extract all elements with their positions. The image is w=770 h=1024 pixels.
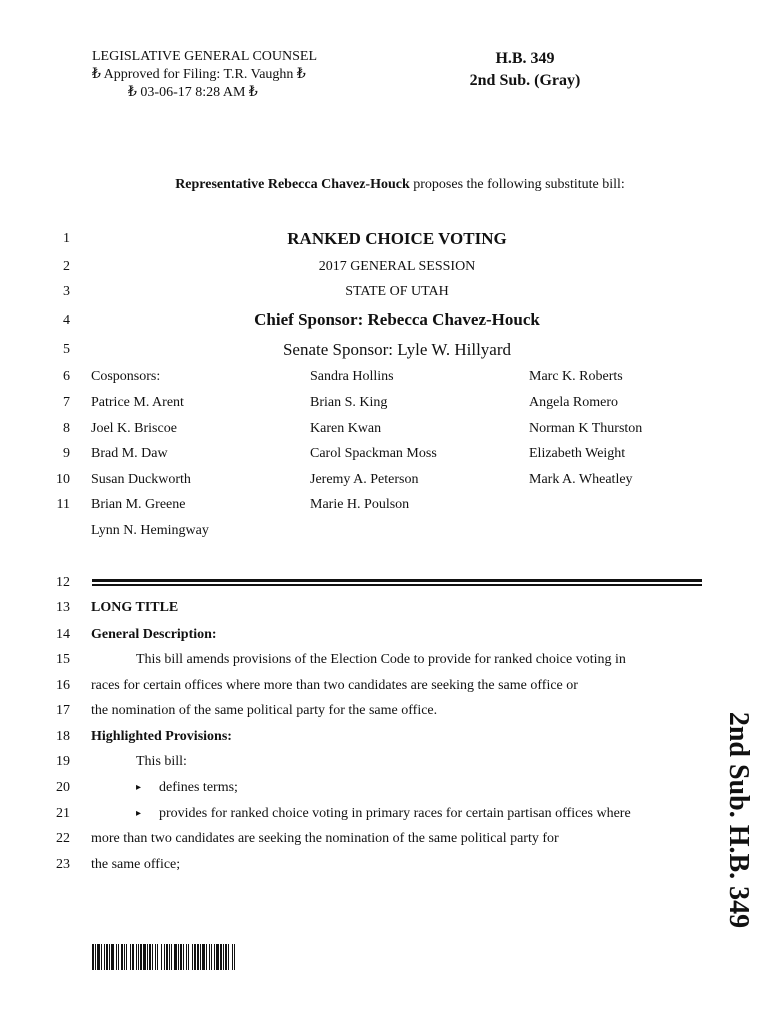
line-number: 10 [56, 472, 70, 487]
line-number: 15 [56, 652, 70, 667]
cosponsor-name: Marie H. Poulson [310, 497, 410, 512]
bill-title: RANKED CHOICE VOTING [287, 229, 507, 248]
cosponsor-name: Sandra Hollins [310, 369, 394, 384]
bill-number: H.B. 349 [495, 50, 555, 67]
cosponsor-name: Susan Duckworth [91, 472, 191, 487]
approval-line: ₺ Approved for Filing: T.R. Vaughn ₺ [92, 67, 306, 82]
line-number: 5 [63, 342, 70, 357]
senate-sponsor: Senate Sponsor: Lyle W. Hillyard [282, 340, 512, 359]
description-line: This bill amends provisions of the Election Code to provide for ranked choice voting in [136, 652, 626, 667]
line-number: 19 [56, 754, 70, 769]
approval-timestamp: ₺ 03-06-17 8:28 AM ₺ [128, 85, 258, 100]
cosponsor-name: Carol Spackman Moss [310, 446, 437, 461]
line-number: 1 [63, 231, 70, 246]
line-number: 8 [63, 421, 70, 436]
line-number: 14 [56, 627, 70, 642]
provision-item-continued: more than two candidates are seeking the nomination of the same political party for [91, 831, 559, 846]
line-number: 4 [63, 313, 70, 328]
description-line: races for certain offices where more than two candidates are seeking the same office or [91, 678, 578, 693]
double-rule-top [92, 579, 702, 582]
line-number: 17 [56, 703, 70, 718]
provision-item: defines terms; [159, 780, 238, 795]
bill-id [450, 48, 600, 92]
line-number: 22 [56, 831, 70, 846]
line-number: 23 [56, 857, 70, 872]
line-number: 21 [56, 806, 70, 821]
bullet-icon: ▸ [136, 782, 142, 793]
cosponsor-name: Norman K Thurston [529, 421, 643, 436]
side-bill-label: 2nd Sub. H.B. 349 [723, 711, 754, 929]
cosponsor-name: Brad M. Daw [91, 446, 168, 461]
bullet-icon: ▸ [136, 808, 142, 819]
session: 2017 GENERAL SESSION [318, 259, 476, 274]
chief-sponsor: Chief Sponsor: Rebecca Chavez-Houck [254, 310, 540, 329]
description-line: the nomination of the same political party for the same office. [91, 703, 438, 718]
line-number: 3 [63, 284, 70, 299]
line-number: 13 [56, 600, 70, 615]
line-number: 9 [63, 446, 70, 461]
cosponsor-name: Mark A. Wheatley [529, 472, 633, 487]
cosponsor-name: Karen Kwan [310, 421, 382, 436]
highlighted-provisions-heading: Highlighted Provisions: [91, 729, 232, 744]
bill-substitute: 2nd Sub. (Gray) [469, 72, 581, 89]
cosponsor-name: Marc K. Roberts [529, 369, 623, 384]
line-number: 20 [56, 780, 70, 795]
provision-item: provides for ranked choice voting in primary races for certain partisan offices where [159, 806, 631, 821]
general-description-heading: General Description: [91, 627, 217, 642]
line-number: 18 [56, 729, 70, 744]
long-title-heading: LONG TITLE [91, 600, 179, 615]
cosponsor-name: Brian M. Greene [91, 497, 186, 512]
state: STATE OF UTAH [345, 284, 449, 299]
counsel-label: LEGISLATIVE GENERAL COUNSEL [92, 49, 318, 64]
line-number: 12 [56, 575, 70, 590]
cosponsor-name: Jeremy A. Peterson [310, 472, 419, 487]
this-bill-label: This bill: [136, 754, 187, 769]
intro-rest: proposes the following substitute bill: [409, 177, 625, 192]
line-number: 16 [56, 678, 70, 693]
line-number: 7 [63, 395, 70, 410]
intro-line [0, 177, 770, 193]
intro-sponsor: Representative Rebecca Chavez-Houck [175, 177, 410, 192]
line-number: 2 [63, 259, 70, 274]
cosponsor-name: Joel K. Briscoe [91, 421, 177, 436]
barcode-icon [92, 944, 285, 970]
cosponsor-name: Brian S. King [310, 395, 388, 410]
cosponsors-label: Cosponsors: [91, 369, 161, 384]
line-number: 11 [56, 497, 70, 512]
cosponsor-name: Angela Romero [529, 395, 619, 410]
filing-header [92, 48, 317, 102]
cosponsor-name: Lynn N. Hemingway [91, 523, 209, 538]
double-rule-bottom [92, 584, 702, 586]
line-number: 6 [63, 369, 70, 384]
cosponsor-name: Elizabeth Weight [529, 446, 626, 461]
cosponsor-name: Patrice M. Arent [91, 395, 184, 410]
provision-item-continued: the same office; [91, 857, 181, 872]
